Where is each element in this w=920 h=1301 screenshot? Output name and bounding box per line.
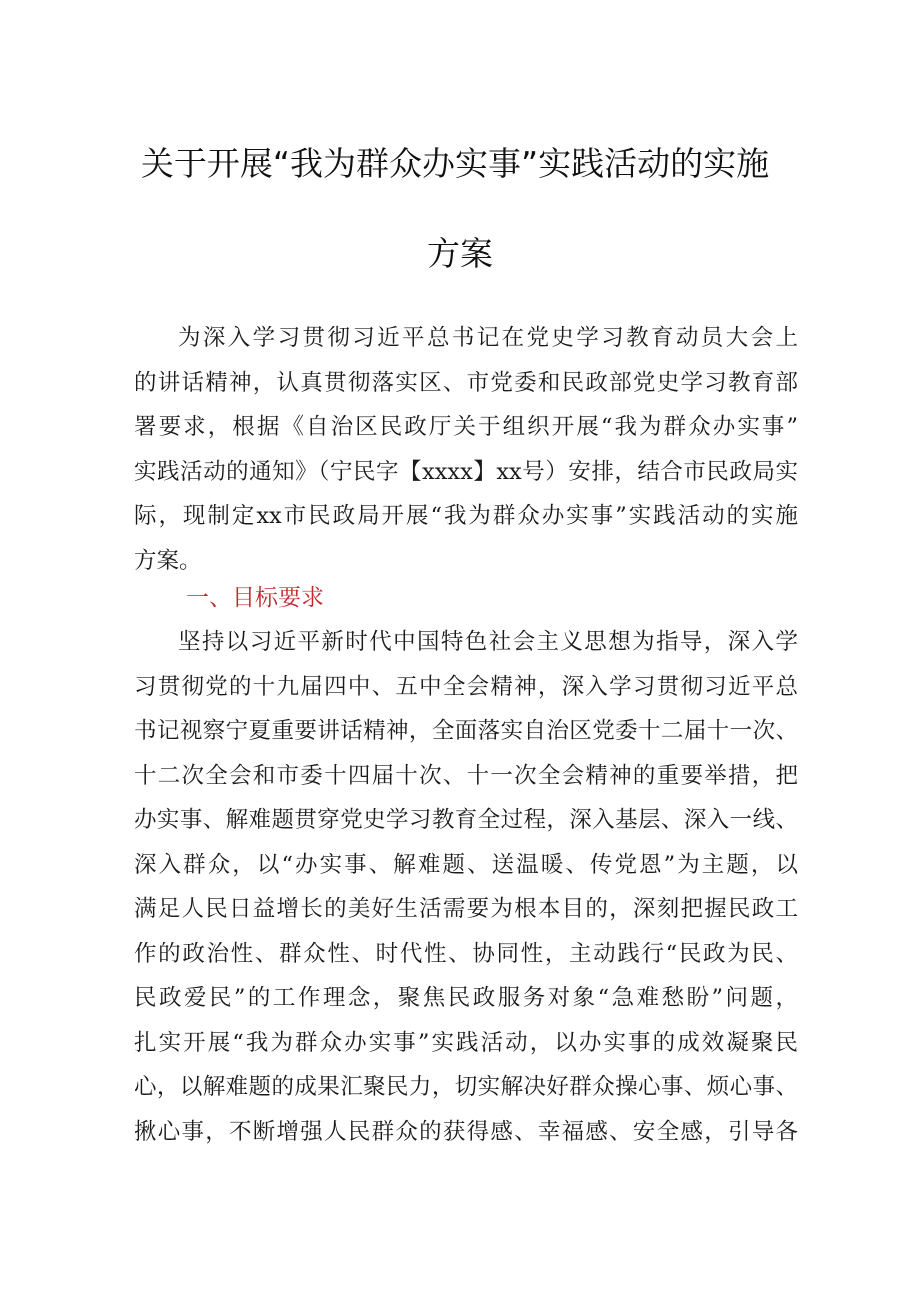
paragraph-line: 的讲话精神，认真贯彻落实区、市党委和民政部党史学习教育部 [134,369,798,396]
paragraph-line: 方案。 [134,547,202,574]
section-heading-goals: 一、目标要求 [186,585,324,611]
paragraph-line: 扎实开展“我为群众办实事”实践活动，以办实事的成效凝聚民 [134,1029,798,1056]
paragraph-line: 作的政治性、群众性、时代性、协同性，主动践行“民政为民、 [134,940,798,967]
paragraph-line: 际，现制定xx市民政局开展“我为群众办实事”实践活动的实施 [134,503,798,529]
paragraph-line: 办实事、解难题贯穿党史学习教育全过程，深入基层、深入一线、 [134,807,798,833]
document-title-line-1: 关于开展“我为群众办实事”实践活动的实施 [140,144,770,183]
paragraph-line: 深入群众，以“办实事、解难题、送温暖、传党恩”为主题，以 [134,851,798,878]
paragraph-line: 心，以解难题的成果汇聚民力，切实解决好群众操心事、烦心事、 [134,1074,798,1100]
paragraph-line: 满足人民日益增长的美好生活需要为根本目的，深刻把握民政工 [134,896,798,922]
paragraph-line: 署要求，根据《自治区民政厅关于组织开展“我为群众办实事” [134,414,798,440]
paragraph-line: 揪心事，不断增强人民群众的获得感、幸福感、安全感，引导各 [134,1118,798,1145]
paragraph-line: 坚持以习近平新时代中国特色社会主义思想为指导，深入学 [178,629,798,655]
paragraph-line: 实践活动的通知》（宁民字【xxxx】xx号）安排，结合市民政局实 [134,458,798,485]
paragraph-line: 十二次全会和市委十四届十次、十一次全会精神的重要举措，把 [134,762,798,789]
paragraph-line: 为深入学习贯彻习近平总书记在党史学习教育动员大会上 [178,325,798,351]
goals-paragraph [134,620,798,1154]
paragraph-line: 习贯彻党的十九届四中、五中全会精神，深入学习贯彻习近平总 [134,673,798,700]
document-title-line-2: 方案 [427,234,493,273]
intro-paragraph [134,316,798,583]
paragraph-line: 书记视察宁夏重要讲话精神，全面落实自治区党委十二届十一次、 [134,718,798,744]
paragraph-line: 民政爱民”的工作理念，聚焦民政服务对象“急难愁盼”问题， [134,985,798,1011]
